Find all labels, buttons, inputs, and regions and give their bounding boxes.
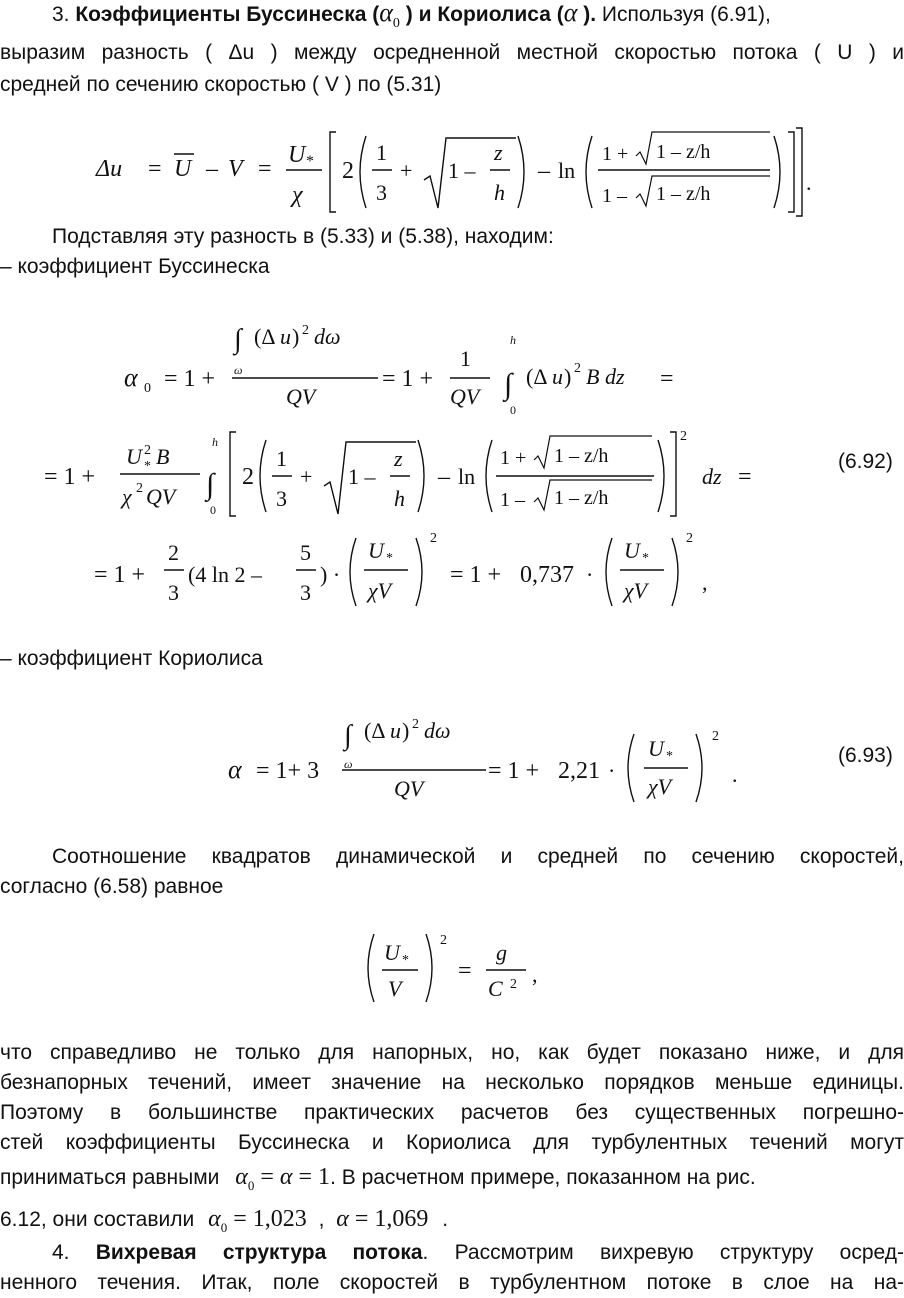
coriolis-equation (224, 700, 764, 810)
section-4-number: 4. (52, 1241, 70, 1264)
svg-text:z: z (494, 140, 503, 165)
svg-text:*: * (306, 153, 314, 170)
svg-text:*: * (642, 551, 649, 566)
svg-text:h: h (212, 435, 218, 449)
svg-text:g: g (496, 940, 507, 965)
svg-text:5: 5 (300, 540, 311, 565)
svg-text:1 – z/h: 1 – z/h (554, 445, 609, 467)
bold-heading-part3: ). (583, 3, 597, 26)
svg-text:2: 2 (412, 717, 419, 732)
svg-text:1 – z/h: 1 – z/h (656, 141, 711, 163)
para3-line1: – коэффициент Кориолиса (0, 647, 263, 670)
svg-text:1: 1 (276, 446, 287, 471)
svg-text:1 – z/h: 1 – z/h (554, 487, 609, 509)
svg-text:–: – (538, 158, 550, 184)
svg-text:= 1 +: = 1 + (44, 464, 96, 490)
svg-text:dz: dz (702, 464, 722, 489)
alpha-value: 1,069 (374, 1206, 429, 1232)
para5-line3: Поэтому в большинстве практических расчетов без существенных погрешно- (0, 1101, 904, 1124)
svg-text:Δu: Δu (96, 156, 123, 182)
svg-text:1 –: 1 – (448, 158, 476, 183)
para6-line2: ненного течения. Итак, поле скоростей в турбулентном потоке в слое на на- (0, 1271, 904, 1294)
svg-text:·: · (586, 562, 594, 587)
svg-text:= 1 +: = 1 + (488, 758, 540, 784)
svg-text:.: . (806, 170, 812, 195)
svg-text:= 1 +: = 1 + (94, 562, 146, 588)
svg-text:1: 1 (376, 140, 387, 165)
svg-text:,: , (532, 962, 538, 987)
svg-text:): ) (292, 324, 300, 349)
svg-text:ln: ln (458, 464, 476, 489)
svg-text:2: 2 (510, 977, 517, 992)
svg-text:U: U (174, 156, 192, 182)
svg-text:2: 2 (440, 933, 447, 948)
svg-text:1 +: 1 + (602, 143, 629, 165)
svg-text:1 – z/h: 1 – z/h (656, 183, 711, 205)
para5-line5 (0, 1164, 756, 1199)
svg-text:B dz: B dz (586, 364, 625, 389)
svg-text:h: h (494, 180, 505, 205)
boussinesq-equation-line3 (90, 526, 730, 616)
para4-line2: согласно (6.58) равное (0, 875, 224, 898)
coef-221: 2,21 (558, 758, 600, 784)
svg-text:χV: χV (648, 774, 672, 799)
svg-text:–: – (438, 464, 450, 490)
svg-text:) ·: ) · (320, 562, 341, 587)
coef-0737: 0,737 (520, 562, 574, 588)
delta-u-equation (90, 118, 830, 218)
svg-text:u: u (390, 718, 401, 743)
para5-line5-start: приниматься равными (0, 1166, 220, 1189)
svg-text:1 +: 1 + (500, 447, 527, 469)
para6-rest: . Рассмотрим вихревую структуру осред- (422, 1241, 904, 1264)
svg-text:0: 0 (210, 503, 216, 517)
boussinesq-equation-line2 (40, 418, 780, 528)
svg-text:2: 2 (574, 361, 581, 376)
svg-text:∫: ∫ (344, 720, 352, 751)
svg-text:χV: χV (624, 578, 648, 603)
para4-line1: Соотношение квадратов динамической и средней по сечению скоростей, (52, 845, 904, 868)
alpha0-symbol: $\alpha_0$ (379, 0, 400, 32)
svg-text:=: = (148, 156, 162, 182)
svg-text:3: 3 (276, 486, 287, 511)
svg-text:(4 ln 2 –: (4 ln 2 – (188, 562, 262, 587)
svg-text:α: α (228, 755, 242, 784)
para5-line4: стей коэффициенты Буссинеска и Кориолиса для турбулентных течений могут (0, 1131, 904, 1154)
equation-number-6-92: (6.92) (838, 450, 893, 473)
para5-line2: безнапорных течений, имеет значение на несколько порядков меньше единицы. (0, 1071, 904, 1094)
svg-text:–: – (206, 156, 218, 182)
svg-text:1: 1 (460, 346, 471, 371)
svg-text:·: · (608, 758, 616, 783)
svg-text:,: , (702, 570, 708, 595)
para1-line3: средней по сечению скоростью ( V ) по (5.31) (0, 73, 442, 96)
bold-heading-part2: ) и Кориолиса ( (405, 3, 564, 26)
svg-text:3: 3 (376, 180, 387, 205)
svg-text:χ: χ (122, 484, 132, 509)
para2-line2: – коэффициент Буссинеска (0, 255, 270, 278)
svg-text:QV: QV (450, 384, 480, 409)
svg-text:U: U (288, 142, 306, 168)
alpha-equality: $\alpha_0 = \alpha = 1$ (235, 1164, 331, 1193)
svg-text:h: h (510, 333, 516, 347)
svg-text:2: 2 (680, 429, 687, 444)
svg-text:(Δ: (Δ (254, 324, 276, 349)
svg-text:B: B (156, 444, 170, 469)
svg-text:*: * (386, 551, 393, 566)
svg-text:C: C (488, 976, 503, 1001)
svg-text:2: 2 (144, 443, 151, 458)
alpha-symbol: α (563, 0, 578, 27)
para5-line5-end: . В расчетном примере, показанном на рис. (330, 1166, 756, 1189)
svg-text:V: V (388, 976, 402, 1001)
svg-text:u: u (552, 364, 563, 389)
svg-text:∫: ∫ (504, 368, 513, 401)
svg-text:dω: dω (424, 718, 451, 743)
svg-text:2: 2 (136, 481, 143, 496)
para5-line6: 6.12, они составили $\alpha_0 = 1,023$ , α = 1,069 . (0, 1206, 449, 1235)
svg-text:QV: QV (146, 484, 176, 509)
svg-text:U: U (384, 940, 400, 965)
svg-text:= 1 +: = 1 + (450, 562, 502, 588)
svg-text:2: 2 (686, 531, 693, 546)
svg-text:(Δ: (Δ (364, 718, 386, 743)
para5-line1: что справедливо не только для напорных, но, как будет показано ниже, и для (0, 1041, 904, 1064)
boussinesq-equation-line1 (120, 304, 700, 422)
svg-text:2: 2 (430, 531, 437, 546)
svg-text:.: . (732, 762, 738, 787)
svg-text:1 –: 1 – (602, 185, 627, 207)
svg-text:*: * (144, 459, 151, 474)
svg-text:u: u (280, 324, 291, 349)
svg-text:QV: QV (394, 776, 424, 801)
svg-text:= 1+ 3: = 1+ 3 (256, 758, 320, 784)
svg-text:): ) (564, 364, 572, 389)
svg-text:χ: χ (292, 182, 303, 208)
svg-text:=: = (738, 464, 752, 490)
bold-heading-part1: Коэффициенты Буссинеска ( (75, 3, 380, 26)
section-number: 3. (52, 3, 70, 26)
svg-text:h: h (394, 486, 405, 511)
svg-text:=: = (458, 958, 472, 984)
svg-text:+: + (400, 158, 413, 183)
svg-text:3: 3 (300, 580, 311, 605)
svg-text:V: V (228, 156, 243, 182)
svg-text:2: 2 (302, 323, 309, 338)
svg-text:dω: dω (314, 324, 341, 349)
svg-text:∫: ∫ (234, 324, 242, 355)
velocity-ratio-equation (360, 930, 560, 1010)
svg-text:= 1 +: = 1 + (382, 366, 434, 392)
alpha0-value: 1,023 (252, 1206, 307, 1232)
svg-text:χV: χV (368, 578, 392, 603)
svg-text:=: = (660, 366, 674, 392)
svg-text:): ) (402, 718, 410, 743)
svg-text:U: U (126, 444, 142, 469)
svg-text:(Δ: (Δ (526, 364, 548, 389)
svg-text:z: z (394, 446, 403, 471)
svg-text:2: 2 (168, 540, 179, 565)
svg-text:ω: ω (344, 757, 353, 771)
svg-text:∫: ∫ (206, 468, 215, 501)
para6-line1 (52, 1240, 904, 1266)
equation-number-6-93: (6.93) (838, 744, 893, 767)
svg-text:2: 2 (242, 464, 254, 490)
para5-line6-start: 6.12, они составили (0, 1208, 195, 1231)
svg-text:U: U (368, 538, 384, 563)
svg-text:=: = (258, 156, 272, 182)
svg-text:*: * (666, 749, 673, 764)
svg-text:2: 2 (342, 158, 354, 184)
svg-text:α: α (124, 363, 138, 392)
svg-text:1 –: 1 – (348, 464, 376, 489)
svg-text:0: 0 (510, 403, 516, 417)
svg-text:U: U (624, 538, 640, 563)
svg-text:3: 3 (168, 580, 179, 605)
svg-text:2: 2 (712, 729, 719, 744)
para1-rest: Используя (6.91), (601, 3, 771, 26)
svg-text:1 –: 1 – (500, 489, 525, 511)
alpha0-result: $\alpha_0 = 1,023$ (208, 1206, 307, 1235)
svg-text:QV: QV (286, 384, 316, 409)
para2-line1: Подставляя эту разность в (5.33) и (5.38), находим: (52, 225, 554, 248)
svg-text:0: 0 (144, 381, 151, 396)
svg-text:ln: ln (558, 158, 576, 183)
svg-text:+: + (300, 464, 313, 489)
alpha-result: α = 1,069 (336, 1206, 429, 1232)
svg-text:ω: ω (234, 363, 243, 377)
para1-line2: выразим разность ( Δu ) между осредненной местной скоростью потока ( U ) и (0, 41, 904, 64)
para1-line1 (52, 0, 771, 37)
svg-text:= 1 +: = 1 + (164, 366, 216, 392)
svg-text:U: U (648, 736, 664, 761)
svg-text:*: * (402, 953, 409, 968)
section-4-heading: Вихревая структура потока (95, 1241, 423, 1264)
